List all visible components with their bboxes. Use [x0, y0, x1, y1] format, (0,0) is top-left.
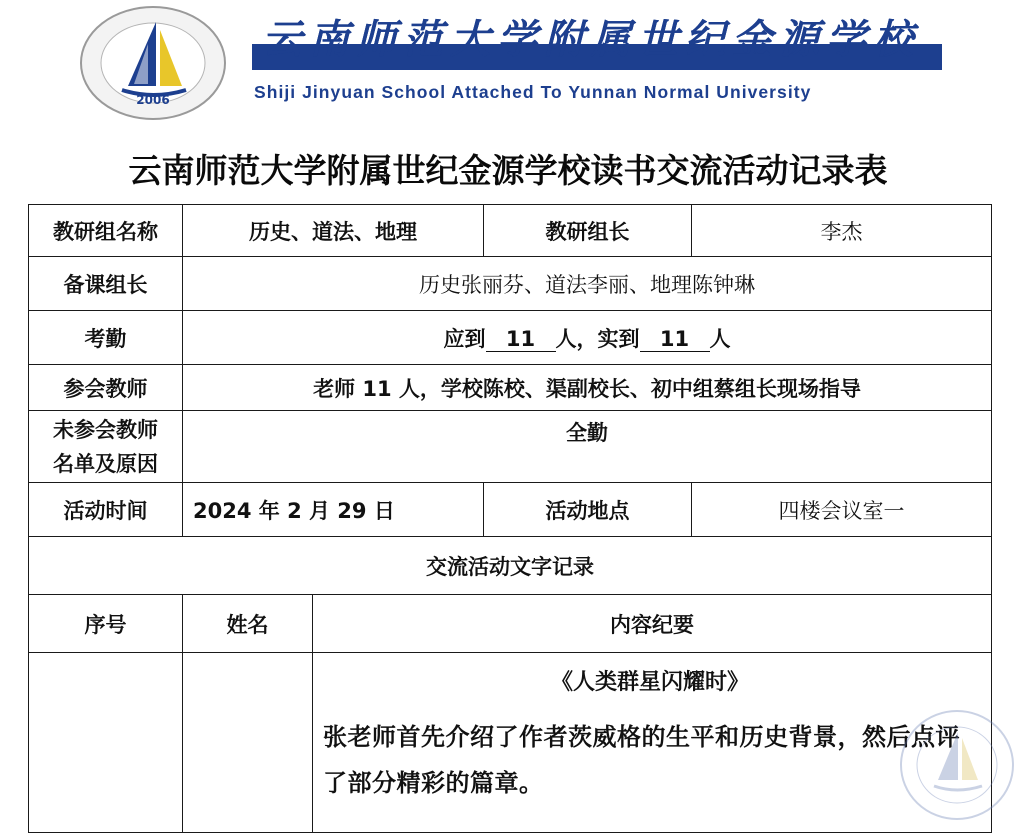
expected-suffix: 人，实到 [555, 326, 640, 351]
column-header-index: 序号 [29, 595, 183, 653]
table-row [29, 653, 992, 833]
attendance-label: 考勤 [29, 311, 183, 365]
absent-label-line2: 名单及原因 [53, 451, 158, 476]
participants-value: 老师 11 人，学校陈校、渠副校长、初中组蔡组长现场指导 [183, 365, 992, 411]
prep-leader-value: 历史张丽芬、道法李丽、地理陈钟琳 [183, 257, 992, 311]
absent-label [29, 411, 183, 483]
group-name-value: 历史、道法、地理 [183, 205, 484, 257]
record-heading: 交流活动文字记录 [29, 537, 992, 595]
actual-count: 11 [640, 327, 710, 352]
row-summary-cell [313, 653, 992, 833]
group-leader-label: 教研组长 [484, 205, 692, 257]
document-title: 云南师范大学附属世纪金源学校读书交流活动记录表 [128, 151, 888, 190]
row-name [183, 653, 313, 833]
actual-suffix: 人 [709, 326, 731, 351]
logo-year: 2006 [136, 93, 170, 107]
location-label: 活动地点 [484, 483, 692, 537]
school-logo [78, 4, 228, 122]
time-value: 2024 年 2 月 29 日 [183, 483, 484, 537]
attendance-value [183, 311, 992, 365]
group-leader-value: 李杰 [692, 205, 992, 257]
school-name-en: Shiji Jinyuan School Attached To Yunnan Normal University [254, 82, 812, 102]
column-header-name: 姓名 [183, 595, 313, 653]
prep-leader-label: 备课组长 [29, 257, 183, 311]
absent-value: 全勤 [183, 411, 992, 483]
row-index [29, 653, 183, 833]
summary-text: 张老师首先介绍了作者茨威格的生平和历史背景，然后点评了部分精彩的篇章。 [323, 723, 960, 797]
group-name-label: 教研组名称 [29, 205, 183, 257]
expected-prefix: 应到 [443, 326, 486, 351]
time-label: 活动时间 [29, 483, 183, 537]
location-value: 四楼会议室一 [692, 483, 992, 537]
record-table [28, 204, 992, 833]
participants-label: 参会教师 [29, 365, 183, 411]
school-name-cn: 云南师范大学附属世纪金源学校 [262, 16, 920, 63]
expected-count: 11 [486, 327, 556, 352]
column-header-summary: 内容纪要 [313, 595, 992, 653]
absent-label-line1: 未参会教师 [53, 417, 158, 442]
watermark-stamp [898, 708, 1016, 822]
book-title: 《人类群星闪耀时》 [550, 670, 749, 695]
